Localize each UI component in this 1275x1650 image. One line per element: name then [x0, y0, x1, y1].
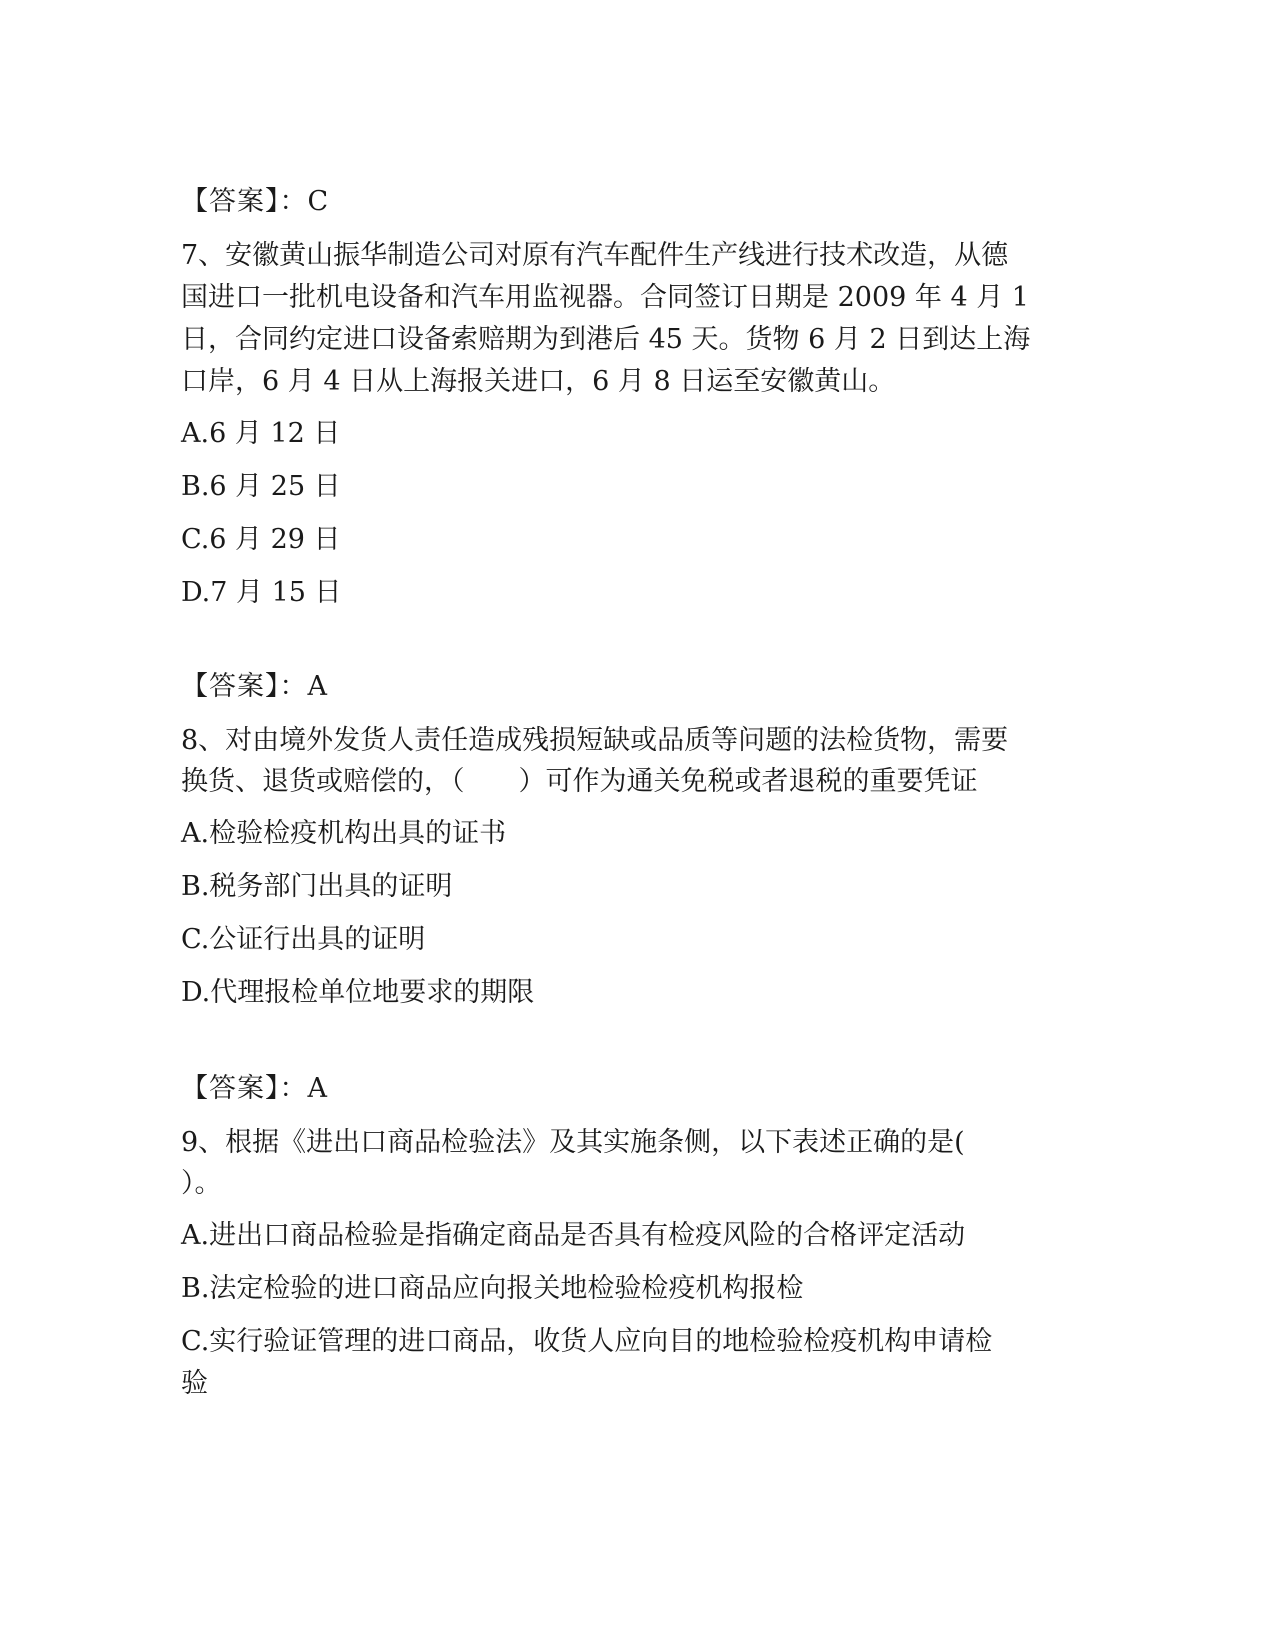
- answer-q8: 【答案】：A: [181, 1073, 328, 1104]
- option-a: A.6 月 12 日: [181, 418, 341, 449]
- question-stem-line: 换货、退货或赔偿的，（ ）可作为通关免税或者退税的重要凭证: [181, 766, 978, 797]
- option-d: D.7 月 15 日: [181, 577, 342, 608]
- option-c: C.实行验证管理的进口商品，收货人应向目的地检验检疫机构申请检: [181, 1326, 993, 1357]
- question-stem-line: 口岸，6 月 4 日从上海报关进口，6 月 8 日运至安徽黄山。: [181, 366, 896, 397]
- option-c: C.6 月 29 日: [181, 524, 341, 555]
- option-b: B.6 月 25 日: [181, 471, 341, 502]
- option-c-continued: 验: [181, 1368, 208, 1399]
- option-c: C.公证行出具的证明: [181, 924, 426, 955]
- option-b: B.法定检验的进口商品应向报关地检验检疫机构报检: [181, 1273, 804, 1304]
- question-stem-line: 8、对由境外发货人责任造成残损短缺或品质等问题的法检货物，需要: [181, 725, 1009, 756]
- answer-q7: 【答案】：A: [181, 671, 328, 702]
- question-stem-line: 7、安徽黄山振华制造公司对原有汽车配件生产线进行技术改造，从德: [181, 240, 1009, 271]
- option-a: A.进出口商品检验是指确定商品是否具有检疫风险的合格评定活动: [181, 1220, 966, 1251]
- option-d: D.代理报检单位地要求的期限: [181, 977, 535, 1008]
- answer-q6: 【答案】：C: [181, 186, 330, 217]
- option-a: A.检验检疫机构出具的证书: [181, 818, 507, 849]
- option-b: B.税务部门出具的证明: [181, 871, 453, 902]
- question-stem-line: 日，合同约定进口设备索赔期为到港后 45 天。货物 6 月 2 日到达上海: [181, 324, 1031, 355]
- question-stem-line: 9、根据《进出口商品检验法》及其实施条侧，以下表述正确的是(: [181, 1127, 965, 1158]
- question-stem-line: ）。: [181, 1168, 222, 1199]
- question-stem-line: 国进口一批机电设备和汽车用监视器。合同签订日期是 2009 年 4 月 1: [181, 282, 1029, 313]
